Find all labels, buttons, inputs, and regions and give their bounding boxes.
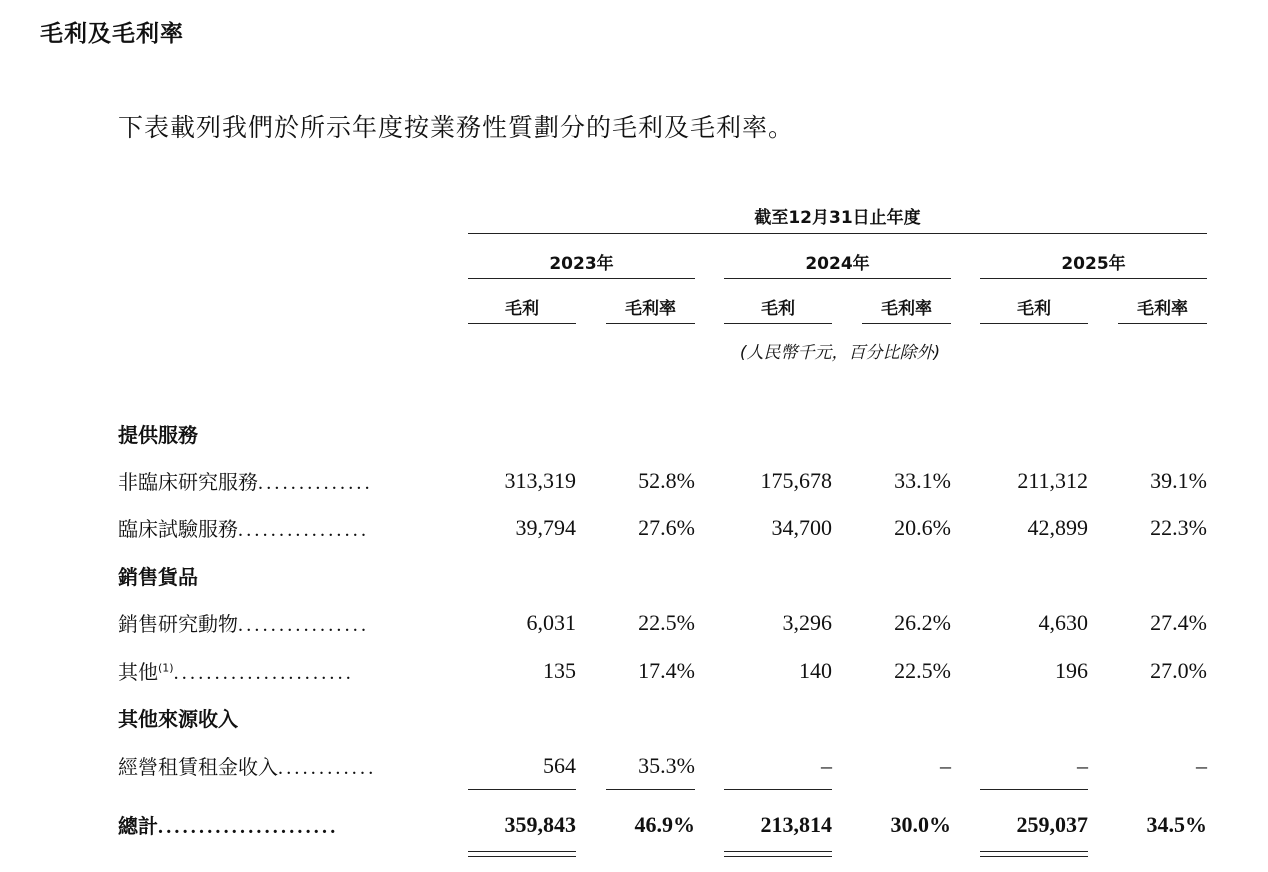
- col-header-gross-margin: 毛利率: [625, 299, 676, 319]
- section-title: 毛利及毛利率: [40, 21, 184, 47]
- gross-profit-value: 6,031: [526, 610, 576, 635]
- year-header-rule: [468, 278, 695, 279]
- row-label-text: 總計: [118, 814, 158, 838]
- period-header: 截至12月31日止年度: [754, 208, 921, 228]
- gross-profit-value: 211,312: [1017, 468, 1088, 493]
- dot-leader: ............: [278, 757, 377, 779]
- row-label: [118, 513, 369, 542]
- total-row-label: [118, 810, 338, 839]
- col-header-gross-profit: 毛利: [1017, 299, 1051, 319]
- col-header-rule: [1118, 323, 1207, 324]
- row-group-label: [118, 419, 198, 448]
- row-label-text: 經營租賃租金收入: [118, 755, 278, 779]
- gross-profit-value: 196: [1055, 658, 1088, 683]
- row-label-text: 其他$^{(1)}$: [118, 660, 174, 684]
- gross-margin-value: 26.2%: [894, 610, 951, 635]
- subtotal-rule: [980, 789, 1088, 790]
- intro-paragraph: 下表載列我們於所示年度按業務性質劃分的毛利及毛利率。: [118, 113, 795, 142]
- row-label: [118, 751, 376, 780]
- row-label-text: 銷售貨品: [118, 565, 198, 589]
- gross-profit-value: 3,296: [782, 610, 832, 635]
- gross-margin-value: 39.1%: [1150, 468, 1207, 493]
- gross-profit-value: 34,700: [771, 515, 832, 540]
- year-header-rule: [724, 278, 951, 279]
- col-header-rule: [862, 323, 951, 324]
- col-header-rule: [724, 323, 832, 324]
- row-label-text: 非臨床研究服務: [118, 470, 258, 494]
- year-header: 2025年: [1061, 254, 1126, 274]
- dot-leader: ..............: [258, 472, 373, 494]
- row-label-text: 銷售研究動物: [118, 612, 238, 636]
- row-group-label: [118, 703, 238, 732]
- gross-margin-value: 34.5%: [1146, 812, 1207, 837]
- gross-profit-value: 564: [543, 753, 576, 778]
- col-header-rule: [606, 323, 695, 324]
- dot-leader: ................: [238, 519, 370, 541]
- total-double-rule: [468, 856, 576, 857]
- gross-profit-value: 135: [543, 658, 576, 683]
- row-label-text: 提供服務: [118, 423, 198, 447]
- gross-margin-value: 35.3%: [638, 753, 695, 778]
- col-header-gross-profit: 毛利: [505, 299, 539, 319]
- gross-margin-value: 22.5%: [638, 610, 695, 635]
- gross-profit-value: 39,794: [515, 515, 576, 540]
- gross-profit-value: –: [1077, 753, 1088, 778]
- col-header-rule: [980, 323, 1088, 324]
- gross-profit-value: 313,319: [504, 468, 576, 493]
- gross-profit-value: 140: [799, 658, 832, 683]
- year-header-rule: [980, 278, 1207, 279]
- gross-margin-value: 22.3%: [1150, 515, 1207, 540]
- gross-margin-value: 33.1%: [894, 468, 951, 493]
- period-header-rule: [468, 233, 1207, 234]
- row-label: [118, 466, 373, 495]
- gross-margin-value: 27.4%: [1150, 610, 1207, 635]
- row-label: [118, 608, 369, 637]
- dot-leader: ......................: [158, 816, 339, 838]
- gross-margin-value: 30.0%: [890, 812, 951, 837]
- gross-margin-value: 52.8%: [638, 468, 695, 493]
- year-header: 2023年: [549, 254, 614, 274]
- gross-margin-value: 22.5%: [894, 658, 951, 683]
- row-group-label: [118, 561, 198, 590]
- gross-profit-value: 42,899: [1027, 515, 1088, 540]
- total-double-rule: [468, 851, 576, 852]
- gross-margin-value: 17.4%: [638, 658, 695, 683]
- gross-margin-value: 27.6%: [638, 515, 695, 540]
- gross-profit-value: –: [821, 753, 832, 778]
- col-header-gross-margin: 毛利率: [881, 299, 932, 319]
- gross-profit-value: 259,037: [1016, 812, 1088, 837]
- year-header: 2024年: [805, 254, 870, 274]
- gross-margin-value: –: [940, 753, 951, 778]
- total-double-rule: [980, 856, 1088, 857]
- total-double-rule: [980, 851, 1088, 852]
- row-label-text: 臨床試驗服務: [118, 517, 238, 541]
- subtotal-rule: [724, 789, 832, 790]
- total-double-rule: [724, 851, 832, 852]
- gross-margin-value: 20.6%: [894, 515, 951, 540]
- gross-profit-value: 213,814: [760, 812, 832, 837]
- total-double-rule: [724, 856, 832, 857]
- row-label: [118, 656, 354, 685]
- unit-note: (人民幣千元，百分比除外): [739, 343, 941, 363]
- col-header-rule: [468, 323, 576, 324]
- gross-profit-value: 4,630: [1038, 610, 1088, 635]
- dot-leader: ......................: [173, 662, 354, 684]
- gross-margin-value: 27.0%: [1150, 658, 1207, 683]
- subtotal-rule: [606, 789, 695, 790]
- gross-profit-value: 175,678: [760, 468, 832, 493]
- row-label-text: 其他來源收入: [118, 707, 238, 731]
- col-header-gross-profit: 毛利: [761, 299, 795, 319]
- dot-leader: ................: [238, 614, 370, 636]
- gross-profit-value: 359,843: [504, 812, 576, 837]
- gross-margin-value: 46.9%: [634, 812, 695, 837]
- footnote-marker: (1): [158, 661, 174, 675]
- col-header-gross-margin: 毛利率: [1137, 299, 1188, 319]
- subtotal-rule: [468, 789, 576, 790]
- gross-margin-value: –: [1196, 753, 1207, 778]
